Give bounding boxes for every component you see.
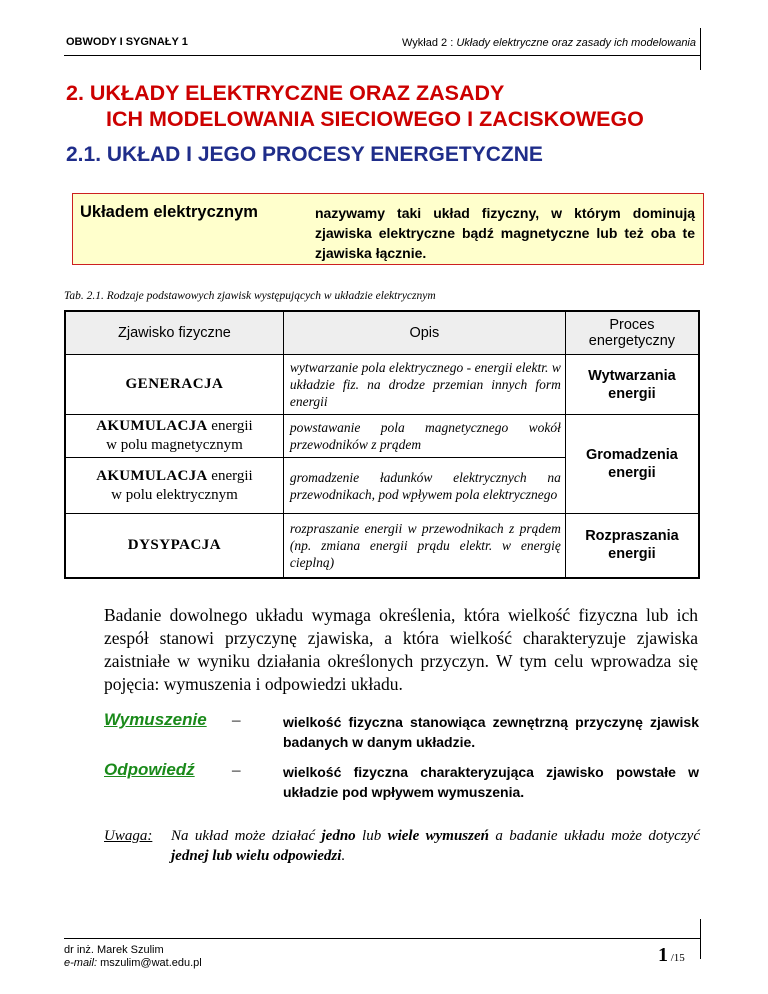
header-divider — [64, 55, 700, 56]
chapter-title: 2. UKŁADY ELEKTRYCZNE ORAZ ZASADY ICH MODELOWANIA SIECIOWEGO I ZACISKOWEGO — [66, 81, 644, 131]
definition-text: nazywamy taki układ fizyczny, w którym dominują zjawiska elektryczne bądź magnetyczne lub też oba te zjawiska łącznie. — [315, 205, 695, 261]
process-dysypacja: Rozpraszania energii — [565, 514, 699, 578]
header-phenomenon: Zjawisko fizyczne — [65, 311, 283, 355]
table-caption: Tab. 2.1. Rodzaje podstawowych zjawisk występujących w układzie elektrycznym — [64, 290, 436, 302]
footer-author: dr inż. Marek Szulim e-mail: mszulim@wat.edu.pl — [64, 944, 202, 969]
page-number: 1 /15 — [658, 944, 685, 966]
note — [104, 826, 700, 864]
footer-corner-tick — [700, 919, 701, 959]
description-dysypacja: rozpraszanie energii w przewodnikach z prądem (np. zmiana energii prądu elektr. w energię cieplną) — [283, 514, 565, 578]
note-label: Uwaga: — [104, 828, 153, 844]
footer-divider — [64, 938, 700, 939]
term-dash: – — [232, 760, 241, 779]
phenomenon-akumulacja-electric: AKUMULACJA energii w polu elektrycznym — [65, 458, 283, 514]
header-lecture-title: Wykład 2 : Układy elektryczne oraz zasady ich modelowania — [402, 37, 696, 49]
header-corner-tick — [700, 28, 701, 70]
term-odpowiedz: Odpowiedź — [104, 760, 195, 779]
header-process: Proces energetyczny — [565, 311, 699, 355]
table-row — [65, 415, 699, 458]
phenomena-table — [64, 310, 700, 579]
description-generacja: wytwarzanie pola elektrycznego - energii elektr. w układzie fiz. na drodze przemian innych form energii — [283, 355, 565, 415]
note-text: Na układ może działać jedno lub wiele wymuszeń a badanie układu może dotyczyć jednej lub wielu odpowiedzi. — [171, 828, 700, 864]
process-akumulacja: Gromadzenia energii — [565, 415, 699, 514]
phenomenon-dysypacja: DYSYPACJA — [65, 514, 283, 578]
header-description: Opis — [283, 311, 565, 355]
description-akumulacja-magnetic: powstawanie pola magnetycznego wokół przewodników z prądem — [283, 415, 565, 458]
body-paragraph: Badanie dowolnego układu wymaga określenia, która wielkość fizyczna lub ich zespół stanowi przyczynę zjawiska, a która wielkość charakteryzuje zjawiska zaistniałe w wyniku działania określonych przyczyn. W tym celu wprowadza się pojęcia: wymuszenia i odpowiedzi układu. — [104, 605, 698, 694]
header-course-title: OBWODY I SYGNAŁY 1 — [66, 36, 188, 48]
phenomenon-generacja: GENERACJA — [65, 355, 283, 415]
phenomenon-akumulacja-magnetic: AKUMULACJA energii w polu magnetycznym — [65, 415, 283, 458]
definition-term: Układem elektrycznym — [80, 203, 258, 221]
term-definition-wymuszenie: wielkość fizyczna stanowiąca zewnętrzną przyczynę zjawisk badanych w danym układzie. — [283, 714, 699, 750]
section-title: 2.1. UKŁAD I JEGO PROCESY ENERGETYCZNE — [66, 143, 543, 166]
term-dash: – — [232, 710, 241, 729]
term-wymuszenie: Wymuszenie — [104, 710, 207, 729]
description-akumulacja-electric: gromadzenie ładunków elektrycznych na przewodnikach, pod wpływem pola elektrycznego — [283, 458, 565, 514]
table-row — [65, 355, 699, 415]
table-header-row — [65, 311, 699, 355]
table-row — [65, 514, 699, 578]
process-generacja: Wytwarzania energii — [565, 355, 699, 415]
term-definition-odpowiedz: wielkość fizyczna charakteryzująca zjawisko powstałe w układzie pod wpływem wymuszenia. — [283, 764, 699, 800]
